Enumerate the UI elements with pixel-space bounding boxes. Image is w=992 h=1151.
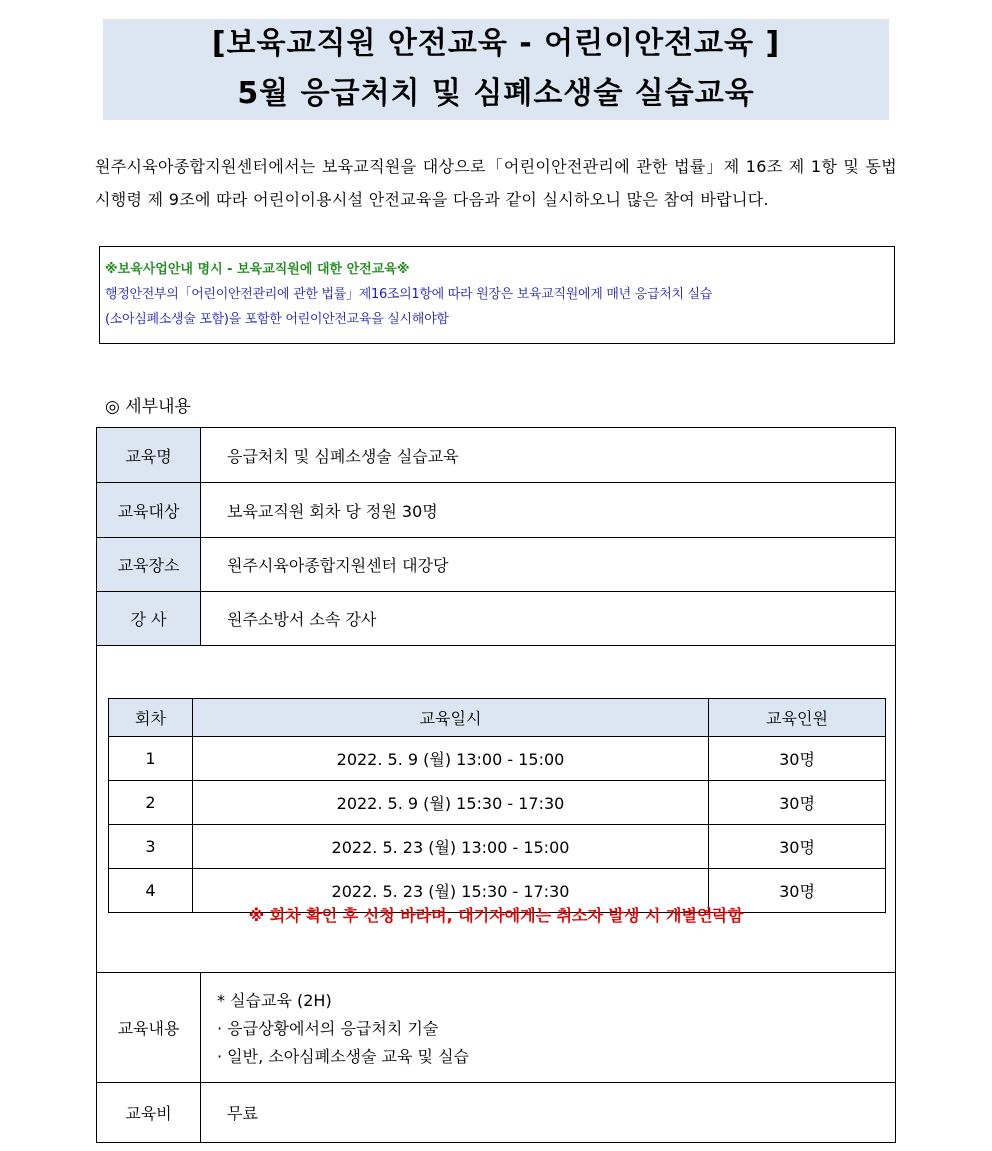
detail-label: 강 사 (97, 592, 201, 645)
notice-heading: ※보육사업안내 명시 - 보육교직원에 대한 안전교육※ (105, 262, 410, 277)
session-capacity: 30명 (709, 781, 886, 825)
detail-label: 교육명 (97, 428, 201, 482)
notice-line-1: 행정안전부의「어린이안전관리에 관한 법률」제16조의1항에 따라 원장은 보육교직원에게 매년 응급처치 실습 (105, 287, 713, 302)
detail-value: 원주소방서 소속 강사 (227, 610, 377, 629)
title-line-2: 5월 응급처치 및 심폐소생술 실습교육 (237, 76, 755, 111)
content-label: 교육내용 (97, 973, 201, 1082)
session-number: 3 (109, 825, 193, 869)
schedule-header: 회차 (109, 699, 193, 737)
table-row (109, 781, 886, 825)
details-table (96, 427, 896, 1143)
session-capacity: 30명 (709, 737, 886, 781)
fee-value: 무료 (227, 1104, 258, 1123)
content-row (97, 973, 895, 1083)
session-datetime: 2022. 5. 23 (월) 15:30 - 17:30 (193, 869, 709, 913)
schedule-table (108, 698, 886, 913)
notice-box (99, 246, 895, 344)
session-datetime: 2022. 5. 9 (월) 15:30 - 17:30 (193, 781, 709, 825)
detail-value: 보육교직원 회차 당 정원 30명 (227, 501, 438, 521)
fee-label: 교육비 (97, 1083, 201, 1142)
session-capacity: 30명 (709, 825, 886, 869)
schedule-section (97, 646, 895, 973)
title-line-1: [보육교직원 안전교육 - 어린이안전교육 ] (211, 26, 781, 61)
table-row (109, 737, 886, 781)
intro-paragraph: 원주시육아종합지원센터에서는 보육교직원을 대상으로「어린이안전관리에 관한 법률」제 16조 제 1항 및 동법 시행령 제 9조에 따라 어린이이용시설 안전교육을 다음과 같이 실시하오니 많은 참여 바랍니다. (95, 157, 897, 209)
detail-value: 응급처치 및 심폐소생술 실습교육 (227, 446, 459, 466)
section-heading: ◎ 세부내용 (105, 397, 191, 417)
schedule-note: ※ 회차 확인 후 신청 바라며, 대기자에게는 취소자 발생 시 개별연락함 (248, 906, 744, 925)
content-line: · 응급상황에서의 응급처치 기술 (217, 1019, 439, 1038)
session-capacity: 30명 (709, 869, 886, 913)
table-row (109, 825, 886, 869)
detail-label: 교육대상 (97, 483, 201, 537)
detail-row (97, 538, 895, 592)
session-number: 4 (109, 869, 193, 913)
session-number: 1 (109, 737, 193, 781)
detail-row (97, 592, 895, 646)
notice-line-2: (소아심폐소생술 포함)을 포함한 어린이안전교육을 실시해야함 (105, 312, 449, 327)
fee-row (97, 1083, 895, 1142)
content-line: * 실습교육 (2H) (217, 991, 332, 1010)
schedule-header: 교육일시 (193, 699, 709, 737)
content-line: · 일반, 소아심폐소생술 교육 및 실습 (217, 1047, 469, 1066)
session-number: 2 (109, 781, 193, 825)
session-datetime: 2022. 5. 9 (월) 13:00 - 15:00 (193, 737, 709, 781)
detail-value: 원주시육아종합지원센터 대강당 (227, 556, 449, 575)
detail-row (97, 428, 895, 483)
schedule-header-row (109, 699, 886, 737)
session-datetime: 2022. 5. 23 (월) 13:00 - 15:00 (193, 825, 709, 869)
detail-label: 교육장소 (97, 538, 201, 591)
content-lines (201, 973, 895, 1082)
detail-row (97, 483, 895, 538)
title-banner (103, 19, 889, 120)
schedule-header: 교육인원 (709, 699, 886, 737)
